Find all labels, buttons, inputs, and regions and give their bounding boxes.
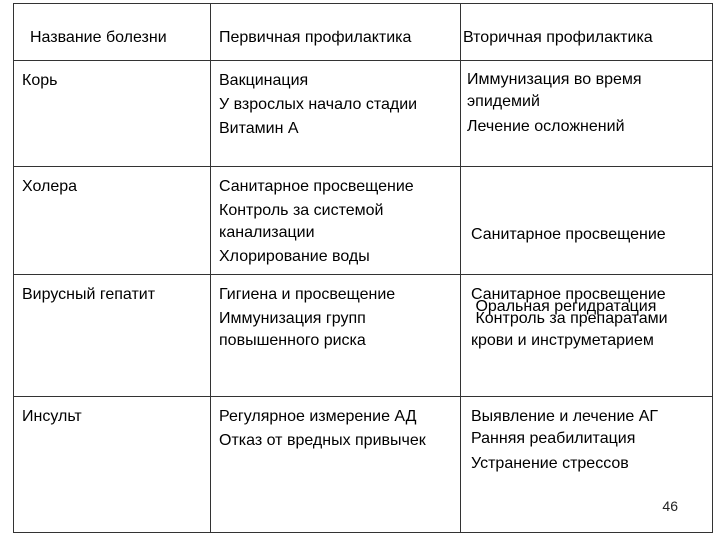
primary-cell [210,167,460,274]
primary-cell [210,397,460,532]
table-row [14,274,712,396]
secondary-line: Выявление и лечение АГ [471,408,659,425]
secondary-cell [460,167,712,315]
table-row [14,60,712,166]
disease-name: Корь [22,72,58,89]
primary-cell [210,61,460,166]
secondary-line: Лечение осложнений [467,118,625,135]
primary-line: Контроль за системой [219,202,384,219]
primary-line: Иммунизация групп [219,310,366,327]
secondary-line: Ранняя реабилитация [471,430,636,447]
disease-name: Холера [22,178,78,195]
primary-line: Хлорирование воды [219,248,370,265]
primary-line: Регулярное измерение АД [219,408,417,425]
secondary-line: Контроль за препаратами [471,310,668,327]
primary-line: Отказ от вредных привычек [219,432,426,449]
secondary-line: Санитарное просвещение [471,226,666,243]
disease-name: Вирусный гепатит [22,286,156,303]
secondary-line: Оральная регидратация [471,298,657,315]
primary-line: Санитарное просвещение [219,178,414,195]
disease-cell [14,167,210,274]
secondary-line: крови и инструметарием [471,332,654,349]
page-number: 46 [662,498,678,514]
primary-line: Гигиена и просвещение [219,286,396,303]
secondary-line: Иммунизация во время [467,71,642,88]
prevention-table [13,3,713,533]
secondary-line: Санитарное просвещение [471,286,666,303]
primary-line: канализации [219,224,315,241]
disease-cell [14,397,210,532]
secondary-cell [460,61,712,166]
header-disease-text: Название болезни [30,29,167,46]
secondary-cell [460,275,712,396]
primary-cell [210,275,460,396]
primary-line: Витамин А [219,120,299,137]
header-cell-primary [210,4,460,60]
header-primary-text: Первичная профилактика [219,29,412,46]
secondary-line: эпидемий [467,93,540,110]
table-header-row [14,4,712,60]
secondary-line: Устранение стрессов [471,455,629,472]
primary-line: У взрослых начало стадии [219,96,418,113]
disease-cell [14,61,210,166]
disease-cell [14,275,210,396]
table-row [14,396,712,532]
disease-name: Инсульт [22,408,82,425]
primary-line: Вакцинация [219,72,309,89]
header-cell-disease [14,4,210,60]
header-cell-secondary [460,4,712,60]
header-secondary-text: Вторичная профилактика [463,29,653,46]
primary-line: повышенного риска [219,332,366,349]
